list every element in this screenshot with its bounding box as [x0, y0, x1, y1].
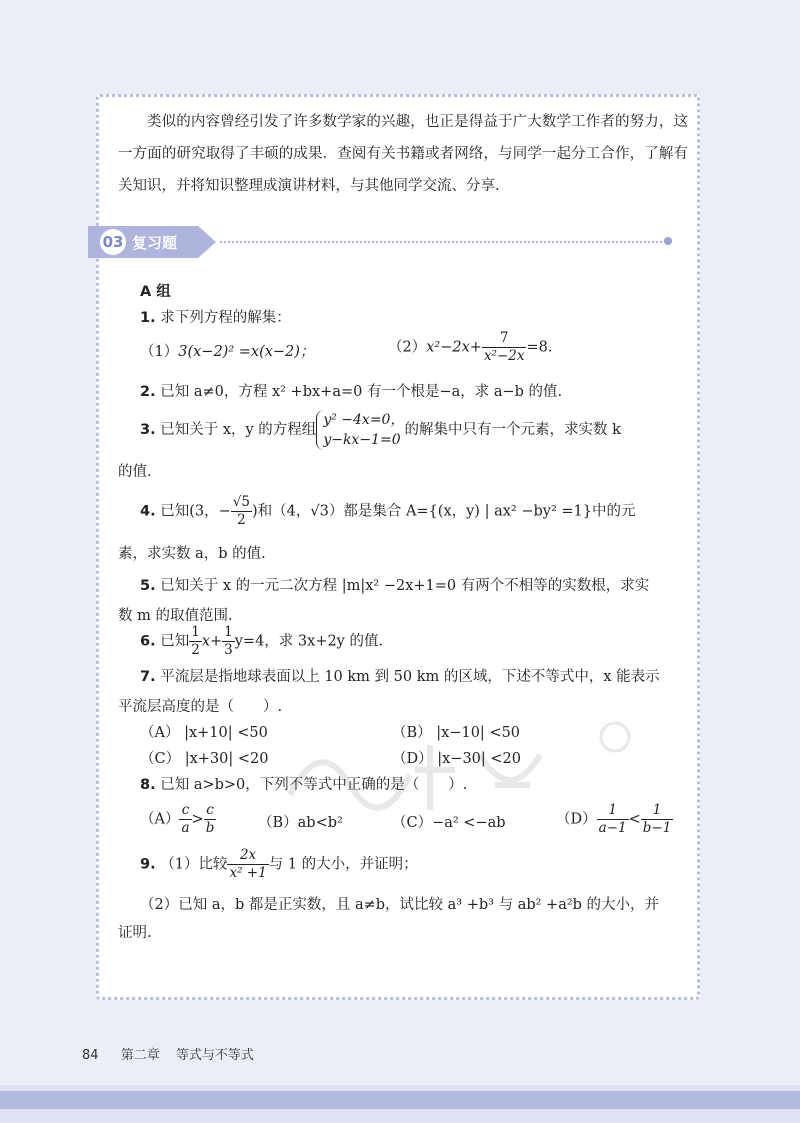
fraction-denominator: x² +1 [229, 865, 267, 881]
fraction [231, 494, 252, 529]
question-number: 4. [140, 503, 156, 520]
question-1 [140, 306, 291, 327]
equation-left: x²−2x+ [426, 339, 482, 356]
point: (3，− [189, 503, 231, 520]
page-number: 84 [82, 1048, 99, 1063]
intro-paragraph: 类似的内容曾经引发了许多数学家的兴趣，也正是得益于广大数学工作者的努力，这一方面的研究取得了丰硕的成果．查阅有关书籍或者网络，与同学一起分工合作，了解有关知识，并将知识整理成演讲材料，与其他同学交流、分享. [118, 114, 688, 194]
equation-system [316, 410, 404, 450]
fraction-numerator: 1 [597, 802, 629, 820]
option-label: （D） [556, 811, 597, 828]
operator: > [191, 811, 204, 828]
equation-right: =8. [526, 339, 553, 356]
question-text: 已知 a≠0，方程 x² +bx+a=0 有一个根是−a，求 a−b 的值. [160, 384, 563, 400]
point: ) [251, 503, 258, 520]
fraction [227, 847, 268, 882]
fraction [204, 802, 217, 837]
question-number: 3. [140, 422, 156, 438]
question-4 [140, 494, 635, 529]
section-end-dot [664, 237, 672, 245]
fraction-numerator: c [204, 802, 217, 820]
operator: < [628, 811, 641, 828]
question-2 [140, 380, 562, 401]
question-text: 已知 [160, 503, 190, 520]
fraction-denominator: b [205, 820, 215, 836]
question-number: 9. [140, 856, 156, 873]
question-text: 求下列方程的解集： [160, 310, 291, 326]
fraction-numerator: c [179, 802, 191, 820]
question-3 [140, 410, 621, 450]
question-9 [140, 847, 418, 882]
question-9-part-2: （2）已知 a，b 都是正实数，且 a≠b，试比较 a³ +b³ 与 ab² +a²b 的大小，并 [140, 897, 660, 913]
question-text: y=4，求 3x+2y 的值. [234, 633, 384, 650]
question-9-continued: 证明. [118, 925, 152, 941]
option-d: （D） |x−30| <20 [392, 751, 521, 767]
fraction [482, 330, 527, 365]
question-number: 2. [140, 384, 156, 400]
section-number: 03 [100, 229, 126, 255]
option-a: （A） |x+10| <50 [140, 725, 268, 741]
option-c: （C）−a² <−ab [392, 815, 506, 831]
fraction-denominator: x²−2x [483, 348, 525, 364]
fraction [641, 802, 674, 837]
question-number: 1. [140, 310, 156, 326]
option-a [140, 802, 216, 837]
equation: y² −4x=0， [323, 412, 405, 428]
equation: y−kx−1=0 [323, 432, 401, 448]
part-label: （2） [388, 339, 427, 356]
question-number: 8. [140, 777, 156, 793]
question-text: 已知 a>b>0，下列不等式中正确的是（ ）. [160, 777, 468, 793]
option-label: （A） [140, 811, 180, 828]
expression: x+ [201, 633, 223, 650]
option-b: （B）ab<b² [258, 815, 343, 831]
fraction-denominator: a−1 [598, 820, 627, 836]
question-7-continued: 平流层高度的是（ ）. [118, 699, 283, 715]
section-header [88, 226, 688, 260]
question-number: 5. [140, 578, 156, 594]
chapter-title: 等式与不等式 [175, 1048, 254, 1063]
section-dotted-rule [220, 241, 666, 243]
fraction [189, 624, 202, 659]
question-4-continued: 素，求实数 a，b 的值. [118, 546, 266, 562]
part-label: （1） [140, 344, 179, 360]
question-text: 平流层是指地球表面以上 10 km 到 50 km 的区域，下述不等式中，x 能表示 [160, 669, 660, 685]
fraction-numerator: 1 [191, 624, 200, 640]
question-number: 7. [140, 669, 156, 685]
fraction-denominator: 2 [237, 512, 246, 528]
equation: 3(x−2)² =x(x−2)； [178, 344, 315, 360]
bottom-band-strip [0, 1091, 800, 1109]
question-text: 已知关于 x 的一元二次方程 |m|x² −2x+1=0 有两个不相等的实数根，求实 [160, 578, 650, 594]
question-text: 已知 [160, 633, 190, 650]
fraction-numerator: 1 [641, 802, 674, 820]
question-number: 6. [140, 633, 156, 650]
bottom-band [0, 1085, 800, 1123]
question-6 [140, 624, 383, 659]
question-text: 已知关于 x，y 的方程组 [160, 422, 317, 438]
question-text: 的解集中只有一个元素，求实数 k [404, 422, 621, 438]
question-text: 与 1 的大小，并证明； [268, 856, 418, 873]
page-footer [82, 1044, 254, 1063]
fraction-denominator: a [181, 820, 190, 836]
fraction [222, 624, 235, 659]
fraction-numerator: 1 [224, 624, 233, 640]
chapter-label: 第二章 [120, 1048, 160, 1063]
question-text: （1）比较 [160, 856, 228, 873]
question-1-part-2 [388, 330, 552, 365]
question-1-part-1 [140, 340, 314, 361]
question-5-continued: 数 m 的取值范围. [118, 608, 233, 624]
fraction-numerator: √5 [232, 494, 250, 510]
option-c: （C） |x+30| <20 [140, 751, 269, 767]
fraction [179, 802, 191, 837]
section-title: 复习题 [132, 234, 178, 252]
fraction-denominator: 3 [224, 642, 233, 658]
fraction-numerator: 2x [227, 847, 268, 865]
question-3-continued: 的值. [118, 464, 152, 480]
fraction-numerator: 7 [482, 330, 527, 348]
fraction-denominator: 2 [191, 642, 200, 658]
question-7 [140, 665, 660, 686]
option-b: （B） |x−10| <50 [392, 725, 521, 741]
watermark-logo [280, 715, 640, 825]
group-label: A 组 [140, 284, 171, 300]
question-text: 和（4，√3）都是集合 A={(x，y) | ax² −by² =1}中的元 [257, 503, 636, 520]
question-5 [140, 574, 649, 595]
fraction-denominator: b−1 [642, 820, 672, 836]
